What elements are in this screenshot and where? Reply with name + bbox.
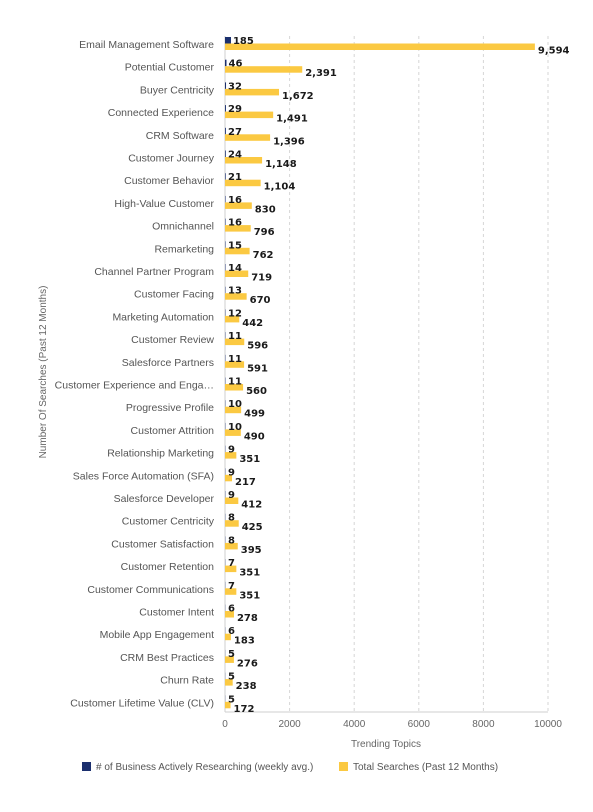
data-label-business: 9 [228,467,235,479]
data-label-searches: 278 [236,613,258,624]
category-label: Customer Journey [128,152,214,165]
x-tick-label: 0 [222,719,228,730]
data-label-searches: 9,594 [537,45,570,57]
category-label: CRM Best Practices [120,651,214,664]
bar-business [225,196,226,203]
x-tick-label: 6000 [407,719,430,730]
category-label: Connected Experience [107,107,214,120]
data-label-business: 9 [228,444,235,456]
data-label-business: 13 [228,285,242,297]
data-label-searches: 238 [235,681,257,693]
data-label-business: 8 [228,535,235,547]
data-label-business: 7 [228,558,235,570]
category-label: Customer Retention [120,561,214,574]
category-label: Marketing Automation [112,311,214,324]
data-label-searches: 351 [239,567,261,579]
data-label-business: 24 [228,149,242,161]
legend-swatch-business [82,762,91,771]
data-label-searches: 591 [247,363,268,375]
bar-business [225,60,226,66]
data-label-business: 9 [228,490,235,501]
data-label-business: 32 [228,81,242,93]
category-label: Relationship Marketing [107,447,214,460]
x-tick-label: 10000 [534,719,562,730]
category-label: Remarketing [154,243,214,256]
data-label-searches: 596 [247,340,269,352]
data-label-searches: 442 [242,317,264,329]
category-label: Customer Communications [87,583,214,596]
data-label-business: 185 [232,36,254,47]
x-tick-label: 8000 [472,719,495,730]
legend-label-business: # of Business Actively Researching (weekly avg.) [96,762,314,773]
category-label: Customer Facing [134,288,214,301]
data-label-searches: 1,672 [282,90,314,102]
x-tick-label: 4000 [343,719,366,730]
bar-searches [225,44,535,51]
data-label-searches: 1,104 [263,181,296,193]
data-label-business: 12 [228,308,242,320]
data-label-searches: 1,148 [265,159,297,170]
data-label-searches: 172 [233,703,255,715]
category-label: Customer Lifetime Value (CLV) [70,697,214,710]
data-label-business: 11 [228,331,242,343]
category-label: High-Value Customer [114,197,214,210]
data-label-searches: 425 [241,522,263,534]
category-label: Omnichannel [152,220,214,233]
category-label: Customer Intent [139,606,214,619]
data-label-business: 11 [228,376,242,388]
data-label-searches: 217 [235,476,256,488]
category-label: Sales Force Automation (SFA) [72,470,214,483]
data-label-business: 14 [228,263,242,274]
data-label-searches: 2,391 [305,68,337,80]
data-label-searches: 351 [239,454,261,466]
category-label: Churn Rate [160,674,214,687]
data-label-searches: 499 [244,408,265,420]
category-label: Salesforce Partners [121,356,214,369]
data-label-searches: 351 [239,590,261,602]
bar-business [225,82,226,89]
data-label-business: 16 [228,194,242,206]
data-label-business: 6 [228,603,235,615]
bars [225,37,535,708]
category-label: Progressive Profile [125,402,214,415]
bar-business [225,151,226,158]
category-label: Customer Satisfaction [111,538,214,551]
data-label-business: 5 [228,648,235,660]
data-label-searches: 762 [252,249,274,261]
category-label: Buyer Centricity [139,84,214,97]
category-label: Customer Centricity [121,515,214,528]
data-label-searches: 796 [253,227,275,239]
data-label-searches: 560 [246,386,267,397]
category-label: Customer Experience and Enga… [54,379,214,392]
data-label-business: 5 [228,671,235,683]
category-label: Customer Behavior [124,175,214,188]
bar-business [225,219,226,226]
data-label-business: 10 [228,399,242,411]
bar-business [225,105,226,112]
data-label-business: 6 [228,626,235,638]
data-label-business: 15 [228,240,242,252]
data-label-searches: 1,396 [273,136,305,148]
data-label-searches: 719 [251,272,273,284]
category-label: Salesforce Developer [113,493,214,505]
data-label-searches: 830 [254,204,276,216]
bar-business [225,128,226,135]
legend[interactable] [82,762,498,773]
data-label-business: 21 [228,172,242,184]
x-axis-title: Trending Topics [350,739,422,750]
data-label-business: 29 [228,104,242,116]
data-label-business: 8 [228,512,235,524]
data-label-business: 46 [228,58,243,70]
legend-label-searches: Total Searches (Past 12 Months) [353,762,499,773]
data-label-searches: 1,491 [276,113,308,125]
data-label-searches: 276 [236,658,258,670]
category-label: Email Management Software [79,39,214,51]
y-axis-title: Number Of Searches (Past 12 Months) [38,285,49,459]
data-label-searches: 412 [241,499,263,511]
data-label-business: 7 [228,580,235,592]
data-label-business: 11 [228,353,242,365]
bar-business [225,173,226,180]
data-label-business: 10 [228,421,242,433]
category-label: Mobile App Engagement [99,629,214,642]
data-label-business: 16 [228,217,242,229]
category-label: CRM Software [145,129,214,142]
data-label-business: 27 [228,126,242,138]
category-label: Customer Review [131,334,214,347]
data-label-business: 5 [228,694,235,706]
data-label-searches: 395 [240,544,262,556]
bar-business [225,37,231,44]
category-label: Potential Customer [124,61,214,74]
category-label: Channel Partner Program [94,266,214,278]
data-label-searches: 490 [243,431,265,443]
category-label: Customer Attrition [130,424,214,437]
legend-swatch-searches [339,762,348,771]
data-label-searches: 670 [249,295,271,307]
x-tick-label: 2000 [278,719,301,730]
labels [55,36,570,730]
data-label-searches: 183 [233,635,255,647]
